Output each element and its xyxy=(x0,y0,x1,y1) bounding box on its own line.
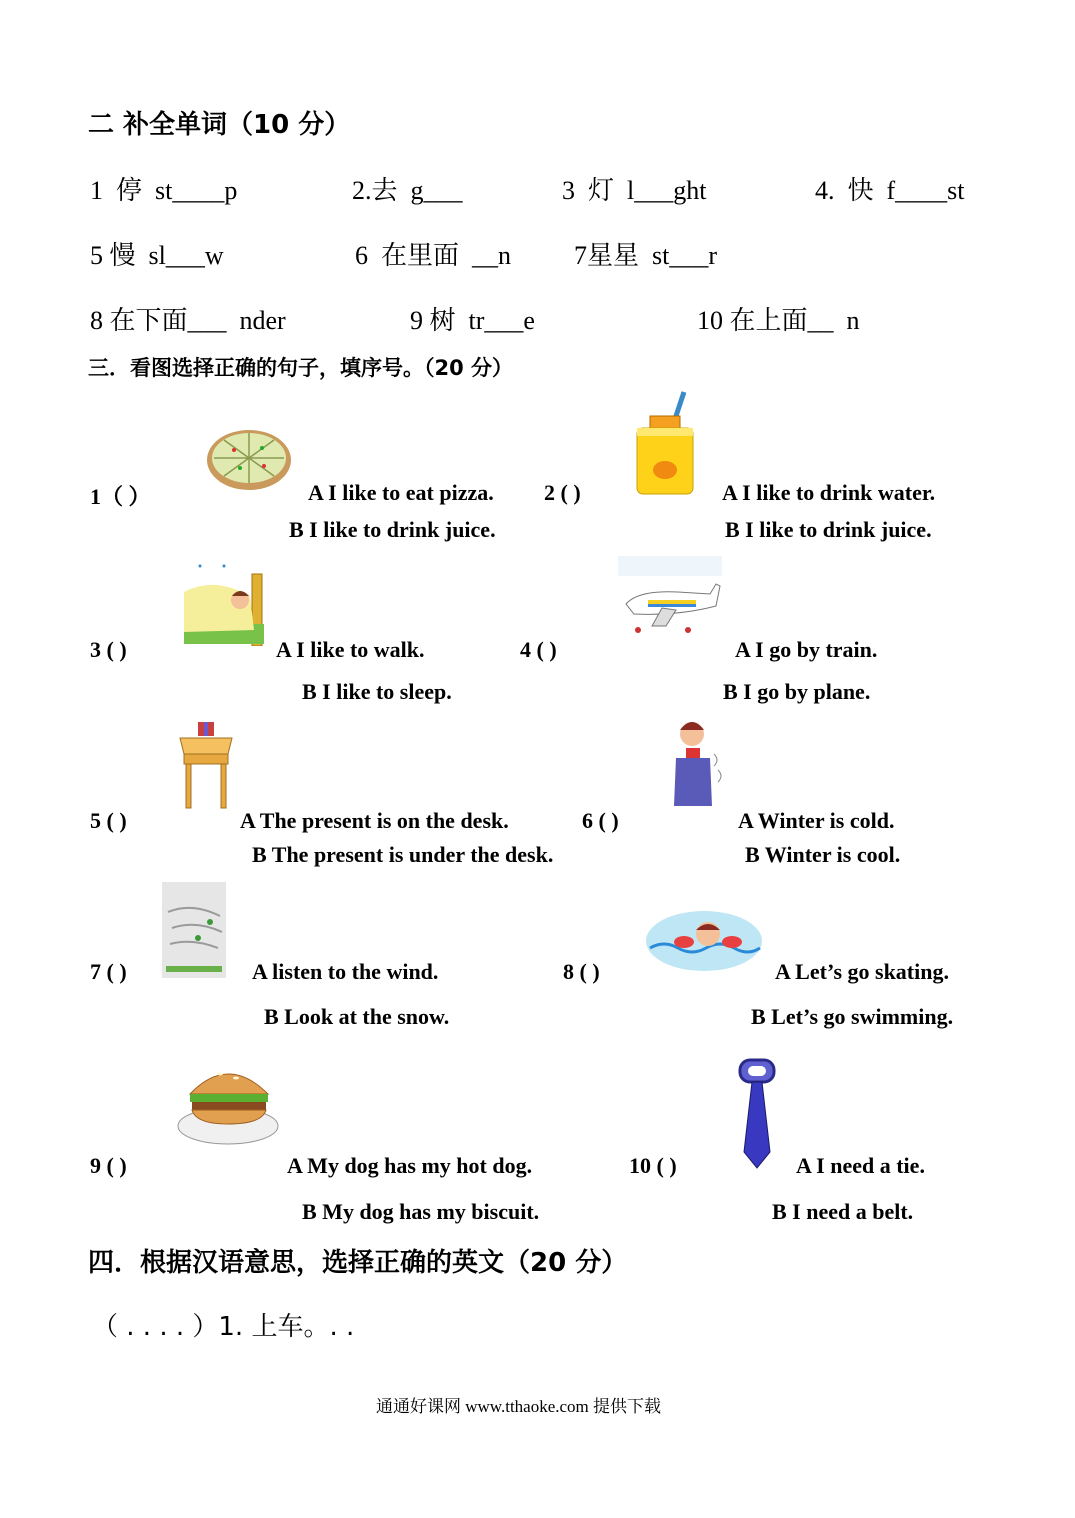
question-7-option-b: B Look at the snow. xyxy=(264,1004,450,1029)
item-number: 4. xyxy=(815,176,835,205)
item-word: __ n xyxy=(807,306,860,335)
juice-bottle-image xyxy=(634,390,696,496)
item-chinese: 慢 xyxy=(109,241,136,271)
question-6-option-b: B Winter is cool. xyxy=(745,842,901,867)
question-2-option-a: A I like to drink water. xyxy=(722,480,936,505)
item-word: f____st xyxy=(886,176,965,205)
item-word: __n xyxy=(472,241,512,270)
question-6-answer-blank[interactable]: 6 ( ) xyxy=(582,808,619,833)
footer-credit: 通通好课网 www.tthaoke.com 提供下载 xyxy=(376,1397,662,1416)
question-8-option-a: A Let’s go skating. xyxy=(775,959,949,984)
item-chinese: 停 xyxy=(116,176,143,206)
fill-item-1 xyxy=(90,170,237,207)
question-3-option-a: A I like to walk. xyxy=(276,637,425,662)
item-number: 1 xyxy=(90,176,103,205)
item-word: g___ xyxy=(410,176,463,205)
item-chinese: 去 xyxy=(371,176,398,206)
fill-item-5 xyxy=(90,235,224,272)
question-2-answer-blank[interactable]: 2 ( ) xyxy=(544,480,581,505)
section3-title: 三．看图选择正确的句子，填序号。（20 分） xyxy=(88,356,514,380)
item-chinese: 灯 xyxy=(588,176,615,206)
swimming-child-image xyxy=(644,908,764,974)
item-number: 10 xyxy=(697,306,723,335)
item-word: tr___e xyxy=(468,306,535,335)
item-word: l___ght xyxy=(627,176,707,205)
question-8-answer-blank[interactable]: 8 ( ) xyxy=(563,959,600,984)
item-chinese: 星星 xyxy=(587,241,640,271)
item-number: 5 xyxy=(90,241,103,270)
fill-item-2 xyxy=(352,170,463,207)
item-number: 6 xyxy=(355,241,368,270)
item-number: 3 xyxy=(562,176,575,205)
airplane-image xyxy=(618,556,722,640)
question-4-option-b: B I go by plane. xyxy=(723,679,871,704)
question-2-option-b: B I like to drink juice. xyxy=(725,517,932,542)
item-chinese: 在里面 xyxy=(381,241,460,271)
question-1-option-b: B I like to drink juice. xyxy=(289,517,496,542)
section2-title: 二 补全单词（10 分） xyxy=(88,110,351,140)
pizza-image xyxy=(204,418,294,493)
question-9-option-b: B My dog has my biscuit. xyxy=(302,1199,540,1224)
question-8-option-b: B Let’s go swimming. xyxy=(751,1004,954,1029)
item-number: 9 xyxy=(410,306,423,335)
item-chinese: 在上面 xyxy=(729,306,808,336)
item-number: 8 xyxy=(90,306,103,335)
question-5-answer-blank[interactable]: 5 ( ) xyxy=(90,808,127,833)
item-chinese: 快 xyxy=(847,176,874,206)
section4-title: 四．根据汉语意思，选择正确的英文（20 分） xyxy=(88,1248,628,1278)
fill-item-8 xyxy=(90,300,286,337)
sleeping-child-image xyxy=(184,562,266,646)
question-10-answer-blank[interactable]: 10 ( ) xyxy=(629,1153,677,1178)
question-6-option-a: A Winter is cold. xyxy=(738,808,895,833)
question-1-answer-blank[interactable]: 1（ ） xyxy=(90,484,151,509)
item-number: 2. xyxy=(352,176,372,205)
fill-item-4 xyxy=(815,170,965,207)
fill-item-3 xyxy=(562,170,706,207)
question-9-answer-blank[interactable]: 9 ( ) xyxy=(90,1153,127,1178)
fill-item-7 xyxy=(574,235,717,272)
wind-image xyxy=(162,882,226,978)
question-5-option-b: B The present is under the desk. xyxy=(252,842,554,867)
item-word: st____p xyxy=(155,176,238,205)
item-word: sl___w xyxy=(148,241,224,270)
fill-item-9 xyxy=(410,300,535,337)
hamburger-image xyxy=(176,1048,286,1148)
question-7-answer-blank[interactable]: 7 ( ) xyxy=(90,959,127,984)
item-word: ___ nder xyxy=(187,306,286,335)
question-1-option-a: A I like to eat pizza. xyxy=(308,480,494,505)
question-3-answer-blank[interactable]: 3 ( ) xyxy=(90,637,127,662)
question-10-option-b: B I need a belt. xyxy=(772,1199,914,1224)
item-word: st___r xyxy=(652,241,718,270)
question-7-option-a: A listen to the wind. xyxy=(252,959,439,984)
section4-question-1[interactable]: （ . . . . ）1. 上车。. . xyxy=(92,1312,355,1342)
item-chinese: 在下面 xyxy=(109,306,188,336)
question-4-option-a: A I go by train. xyxy=(735,637,878,662)
fill-item-10 xyxy=(697,300,860,337)
question-9-option-a: A My dog has my hot dog. xyxy=(287,1153,533,1178)
question-5-option-a: A The present is on the desk. xyxy=(240,808,509,833)
question-10-option-a: A I need a tie. xyxy=(796,1153,925,1178)
question-4-answer-blank[interactable]: 4 ( ) xyxy=(520,637,557,662)
present-on-desk-image xyxy=(176,718,236,810)
item-chinese: 树 xyxy=(429,306,456,336)
fill-item-6 xyxy=(355,235,511,272)
cold-person-image xyxy=(666,714,728,808)
necktie-image xyxy=(730,1052,782,1170)
item-number: 7 xyxy=(574,241,587,270)
question-3-option-b: B I like to sleep. xyxy=(302,679,452,704)
